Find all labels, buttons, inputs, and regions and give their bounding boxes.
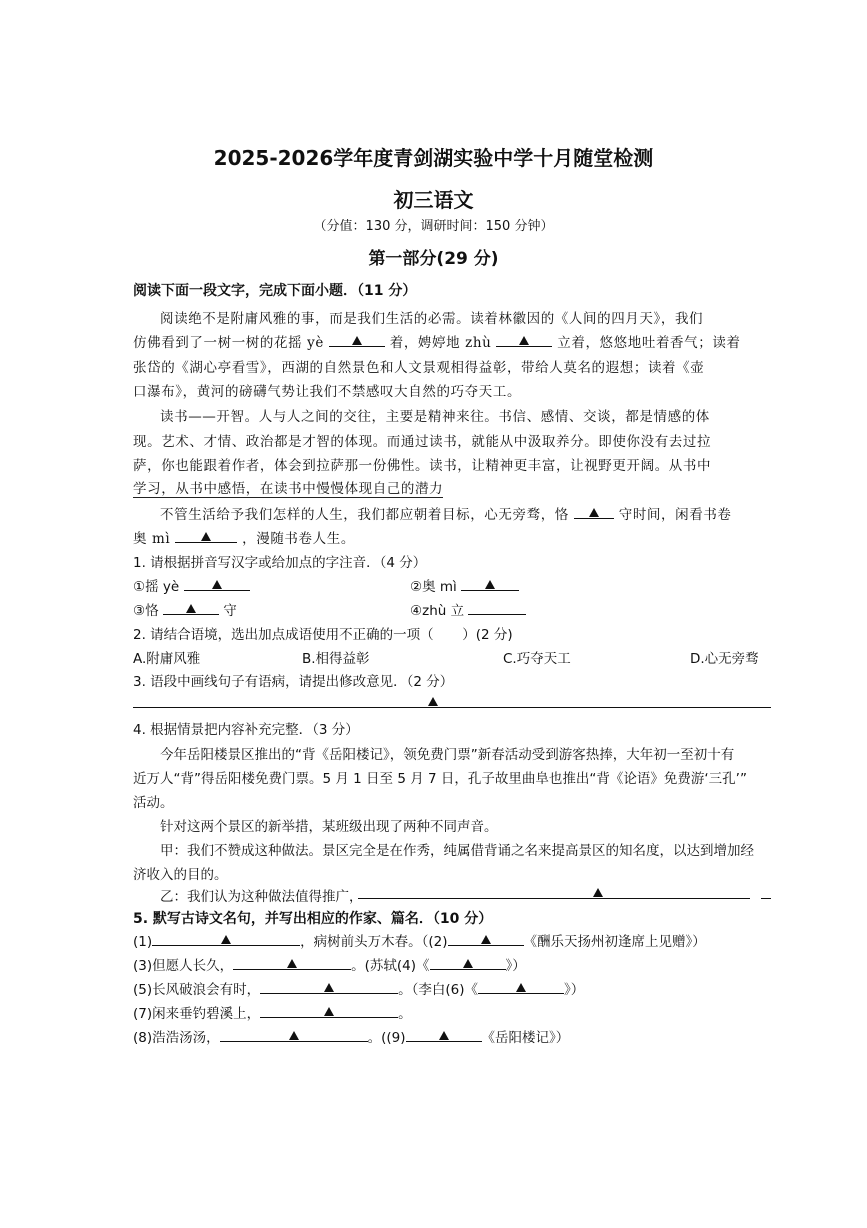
q1-item-c bbox=[133, 599, 237, 619]
q2-option-b[interactable]: B.相得益彰 bbox=[302, 651, 370, 667]
q1-label-c: ③恪 bbox=[133, 603, 159, 619]
underlined-sentence: 学习，从书中感悟，在读书中慢慢体现自己的潜力 bbox=[133, 477, 443, 498]
q4-text-line: 针对这两个景区的新举措，某班级出现了两种不同声音。 bbox=[160, 819, 498, 835]
answer-blank[interactable] bbox=[175, 530, 237, 543]
q1-item-a bbox=[133, 575, 250, 595]
answer-blank[interactable] bbox=[448, 933, 524, 946]
passage-text: ，漫随书卷人生。 bbox=[242, 531, 355, 547]
q5-text: (1) bbox=[133, 934, 153, 950]
q1-label-a: ①摇 yè bbox=[133, 579, 180, 595]
answer-blank[interactable] bbox=[163, 602, 219, 615]
answer-blank[interactable] bbox=[496, 334, 552, 347]
triangle-icon bbox=[481, 935, 491, 944]
question-1-prompt: 1. 请根据拼音写汉字或给加点的字注音．（4 分） bbox=[133, 555, 427, 571]
q2-text: 2. 请结合语境，选出加点成语使用不正确的一项（ bbox=[133, 627, 434, 643]
triangle-icon bbox=[428, 697, 438, 706]
triangle-icon bbox=[485, 580, 495, 589]
q1-label-b: ②奥 mì bbox=[410, 579, 457, 595]
answer-blank[interactable] bbox=[220, 1029, 368, 1042]
q5-line-4 bbox=[133, 1002, 412, 1022]
answer-blank[interactable] bbox=[430, 957, 506, 970]
answer-blank[interactable] bbox=[574, 506, 614, 519]
answer-blank[interactable] bbox=[233, 957, 351, 970]
passage-line: 现。艺术、才情、政治都是才智的体现。而通过读书，就能从中汲取养分。即使你没有去过拉 bbox=[133, 434, 712, 450]
passage-text: 着，娉婷地 zhù bbox=[389, 335, 492, 351]
passage-text: 立着，悠悠地吐着香气；读着 bbox=[557, 335, 741, 351]
passage-line bbox=[160, 503, 732, 523]
passage-text: 不管生活给予我们怎样的人生，我们都应朝着目标，心无旁骛，恪 bbox=[160, 507, 569, 523]
q5-line-5 bbox=[133, 1026, 569, 1046]
passage-text: 仿佛看到了一树一树的花摇 yè bbox=[133, 335, 324, 351]
question-5-prompt: 5. 默写古诗文名句，并写出相应的作家、篇名．（10 分） bbox=[133, 911, 493, 927]
passage-line: 萨，你也能跟着作者，体会到拉萨那一份佛性。读书，让精神更丰富，让视野更开阔。从书中 bbox=[133, 458, 712, 474]
passage-line bbox=[133, 527, 355, 547]
q5-text: 。（李白(6)《 bbox=[398, 982, 478, 998]
passage-line: 张岱的《湖心亭看雪》，西湖的自然景色和人文景观相得益彰，带给人莫名的遐想；读着《壶 bbox=[133, 360, 705, 376]
q2-option-a[interactable]: A.附庸风雅 bbox=[133, 651, 201, 667]
exam-title: 2025-2026学年度青剑湖实验中学十月随堂检测 bbox=[213, 146, 654, 170]
q1-item-b bbox=[410, 575, 519, 595]
q5-line-3 bbox=[133, 978, 584, 998]
answer-blank[interactable] bbox=[406, 1029, 482, 1042]
q5-text: 。(苏轼(4)《 bbox=[351, 958, 430, 974]
q5-text: (3)但愿人长久， bbox=[133, 958, 234, 974]
triangle-icon bbox=[352, 336, 362, 345]
triangle-icon bbox=[186, 604, 196, 613]
q5-text: (5)长风破浪会有时， bbox=[133, 982, 261, 998]
q4-text-line: 今年岳阳楼景区推出的“背《岳阳楼记》，领免费门票”新春活动受到游客热捧，大年初一至初十有 bbox=[160, 747, 735, 763]
answer-blank[interactable] bbox=[184, 578, 250, 591]
triangle-icon bbox=[589, 508, 599, 517]
q4-answer-line[interactable] bbox=[358, 898, 750, 899]
triangle-icon bbox=[593, 888, 603, 897]
q5-line-1 bbox=[133, 930, 706, 950]
triangle-icon bbox=[221, 935, 231, 944]
q5-text: 》） bbox=[505, 958, 526, 974]
passage-line: 阅读绝不是附庸风雅的事，而是我们生活的必需。读着林徽因的《人间的四月天》，我们 bbox=[160, 311, 704, 327]
q4-text-line: 乙：我们认为这种做法值得推广， bbox=[160, 889, 363, 905]
q5-text: 。((9) bbox=[367, 1030, 406, 1046]
q3-answer-line[interactable] bbox=[133, 707, 771, 708]
answer-blank[interactable] bbox=[152, 933, 300, 946]
subject-title: 初三语文 bbox=[393, 188, 474, 212]
question-4-prompt: 4. 根据情景把内容补充完整．（3 分） bbox=[133, 722, 359, 738]
answer-blank[interactable] bbox=[461, 578, 519, 591]
triangle-icon bbox=[287, 959, 297, 968]
part-title: 第一部分(29 分) bbox=[368, 249, 499, 269]
answer-blank[interactable] bbox=[329, 334, 385, 347]
answer-blank[interactable] bbox=[478, 981, 564, 994]
triangle-icon bbox=[519, 336, 529, 345]
q5-line-2 bbox=[133, 954, 526, 974]
triangle-icon bbox=[463, 959, 473, 968]
triangle-icon bbox=[289, 1031, 299, 1040]
q1-label-d: ④zhù 立 bbox=[410, 603, 465, 619]
passage-line: 口瀑布》，黄河的磅礴气势让我们不禁感叹大自然的巧夺天工。 bbox=[133, 384, 522, 400]
question-3-prompt: 3. 语段中画线句子有语病，请提出修改意见．（2 分） bbox=[133, 674, 454, 690]
q5-text: (7)闲来垂钓碧溪上， bbox=[133, 1006, 261, 1022]
answer-blank[interactable] bbox=[260, 981, 398, 994]
q2-text-end: ）(2 分) bbox=[462, 627, 513, 643]
q2-option-c[interactable]: C.巧夺天工 bbox=[503, 651, 571, 667]
exam-meta: （分值：130 分，调研时间：150 分钟） bbox=[313, 219, 554, 234]
q5-text: 《酬乐天扬州初逢席上见赠》） bbox=[523, 934, 706, 950]
passage-text: 奥 mì bbox=[133, 531, 171, 547]
q1-item-d bbox=[410, 599, 526, 619]
passage-line: 读书——开智。人与人之间的交往，主要是精神来往。书信、感情、交谈，都是情感的体 bbox=[160, 409, 710, 425]
section-heading: 阅读下面一段文字，完成下面小题．（11 分） bbox=[133, 283, 417, 299]
q5-text: ，病树前头万木春。（(2) bbox=[300, 934, 448, 950]
q4-answer-end bbox=[761, 898, 771, 899]
q4-text-line: 甲：我们不赞成这种做法。景区完全是在作秀，纯属借背诵之名来提高景区的知名度，以达到增加经 bbox=[160, 843, 754, 859]
question-2-prompt bbox=[133, 623, 513, 643]
triangle-icon bbox=[439, 1031, 449, 1040]
q5-text: (8)浩浩汤汤， bbox=[133, 1030, 220, 1046]
q5-text: 》） bbox=[564, 982, 585, 998]
answer-blank[interactable] bbox=[260, 1005, 398, 1018]
q5-text: 《岳阳楼记》） bbox=[481, 1030, 570, 1046]
q5-text: 。 bbox=[398, 1006, 412, 1022]
q4-text-line: 济收入的目的。 bbox=[133, 867, 228, 883]
triangle-icon bbox=[212, 580, 222, 589]
q2-option-d[interactable]: D.心无旁骛 bbox=[690, 651, 759, 667]
triangle-icon bbox=[516, 983, 526, 992]
passage-text: 守时间，闲看书卷 bbox=[618, 507, 732, 523]
triangle-icon bbox=[324, 1007, 334, 1016]
triangle-icon bbox=[324, 983, 334, 992]
q1-label-c2: 守 bbox=[223, 603, 237, 619]
q4-text-line: 近万人“背”得岳阳楼免费门票。5 月 1 日至 5 月 7 日，孔子故里曲阜也推出“背《论语》免费游‘三孔’” bbox=[133, 771, 747, 787]
triangle-icon bbox=[201, 532, 211, 541]
answer-blank[interactable] bbox=[468, 602, 526, 615]
passage-line bbox=[133, 331, 741, 351]
q4-text-line: 活动。 bbox=[133, 795, 174, 811]
